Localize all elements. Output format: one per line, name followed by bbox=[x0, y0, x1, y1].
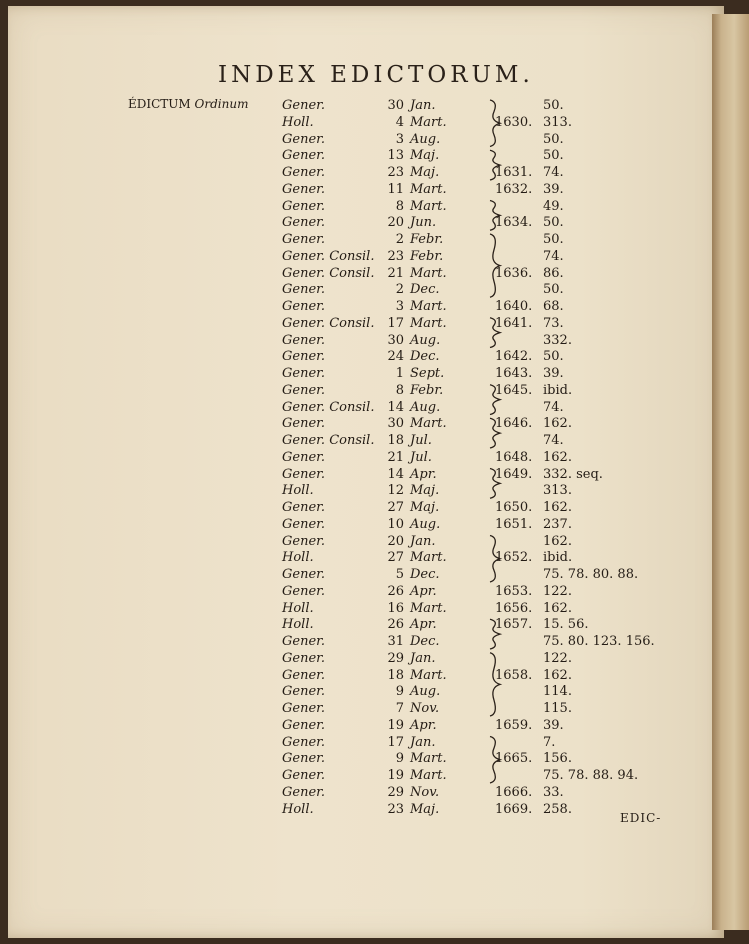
entry-month: Mart. bbox=[410, 416, 447, 432]
entry-page: 68. bbox=[543, 299, 564, 314]
entry-page: 75. 78. 88. 94. bbox=[543, 768, 639, 783]
entry-year: 1669. bbox=[495, 801, 533, 817]
entry-page: 332. seq. bbox=[543, 466, 603, 482]
entry-day: 29 bbox=[387, 650, 404, 666]
entry-year: 1643. bbox=[495, 366, 533, 381]
entry-year: 1645. bbox=[495, 382, 533, 398]
entry-page: 313. bbox=[543, 483, 572, 499]
entry-year: 1640. bbox=[495, 299, 533, 314]
entry-month: Febr. bbox=[410, 248, 444, 264]
entry-author: Gener. bbox=[282, 533, 326, 549]
entry-year: 1642. bbox=[495, 349, 533, 365]
table-row bbox=[8, 366, 724, 383]
entry-day: 30 bbox=[387, 98, 404, 113]
entry-month: Maj. bbox=[410, 165, 440, 180]
entry-author: Holl. bbox=[282, 483, 314, 499]
entry-month: Dec. bbox=[410, 349, 440, 365]
entry-month: Jul. bbox=[410, 433, 432, 448]
table-row bbox=[8, 182, 724, 199]
entry-month: Febr. bbox=[410, 382, 444, 398]
entry-month: Jan. bbox=[410, 98, 436, 113]
entry-page: 237. bbox=[543, 516, 572, 532]
page-title: INDEX EDICTORUM. bbox=[218, 62, 534, 88]
table-row bbox=[8, 601, 724, 618]
entry-author: Gener. bbox=[282, 667, 326, 683]
entry-page: 39. bbox=[543, 717, 564, 733]
table-row bbox=[8, 215, 724, 232]
entry-author: Gener. bbox=[282, 768, 326, 783]
entry-month: Mart. bbox=[410, 751, 447, 767]
table-row bbox=[8, 534, 724, 551]
entry-month: Mart. bbox=[410, 299, 447, 314]
entry-page: 114. bbox=[543, 684, 572, 700]
entry-year: 1646. bbox=[495, 416, 533, 432]
entry-day: 2 bbox=[395, 282, 404, 298]
entry-author: Gener. Consil. bbox=[282, 248, 375, 264]
table-row bbox=[8, 349, 724, 366]
entry-month: Aug. bbox=[410, 131, 441, 147]
table-row bbox=[8, 115, 724, 132]
entry-page: ibid. bbox=[543, 550, 573, 566]
entry-page: 7. bbox=[543, 734, 556, 750]
entry-author: Gener. bbox=[282, 734, 326, 750]
entry-author: Holl. bbox=[282, 114, 314, 130]
entry-author: Gener. Consil. bbox=[282, 265, 375, 281]
table-row bbox=[8, 500, 724, 517]
entry-page: 122. bbox=[543, 583, 572, 599]
entry-author: Gener. bbox=[282, 181, 326, 197]
entry-day: 20 bbox=[387, 533, 404, 549]
entry-month: Mart. bbox=[410, 181, 447, 197]
entry-year: 1657. bbox=[495, 617, 533, 633]
entry-year: 1653. bbox=[495, 583, 533, 599]
table-row bbox=[8, 735, 724, 752]
table-row bbox=[8, 467, 724, 484]
table-row bbox=[8, 768, 724, 785]
entry-day: 14 bbox=[387, 466, 404, 482]
entry-author: Gener. bbox=[282, 382, 326, 398]
entry-day: 27 bbox=[387, 550, 404, 566]
entry-month: Apr. bbox=[410, 466, 437, 482]
entry-page: 332. bbox=[543, 332, 572, 348]
entry-author: Gener. bbox=[282, 634, 326, 649]
entry-page: ibid. bbox=[543, 382, 573, 398]
entry-author: Gener. bbox=[282, 516, 326, 532]
table-row bbox=[8, 450, 724, 467]
entry-author: Gener. Consil. bbox=[282, 433, 375, 448]
entry-day: 23 bbox=[387, 165, 404, 180]
entry-page: 122. bbox=[543, 650, 572, 666]
table-row bbox=[8, 416, 724, 433]
entry-author: Gener. bbox=[282, 684, 326, 700]
entry-author: Gener. Consil. bbox=[282, 315, 375, 331]
entry-page: 86. bbox=[543, 265, 564, 281]
entry-year: 1631. bbox=[495, 165, 533, 180]
entry-month: Nov. bbox=[410, 701, 440, 716]
entry-author: Gener. Consil. bbox=[282, 399, 375, 415]
entry-year: 1651. bbox=[495, 516, 533, 532]
entry-month: Mart. bbox=[410, 768, 447, 783]
entry-page: 50. bbox=[543, 232, 564, 247]
entry-year: 1665. bbox=[495, 751, 533, 767]
entry-month: Jan. bbox=[410, 734, 436, 750]
entry-day: 8 bbox=[395, 382, 404, 398]
lead-edictum: ÉDICTUM bbox=[128, 97, 191, 111]
entry-page: 50. bbox=[543, 215, 564, 231]
entry-day: 7 bbox=[395, 701, 404, 716]
entry-month: Dec. bbox=[410, 567, 440, 582]
entry-author: Gener. bbox=[282, 466, 326, 482]
entry-month: Mart. bbox=[410, 315, 447, 331]
entry-author: Gener. bbox=[282, 500, 326, 515]
entry-year: 1648. bbox=[495, 449, 533, 465]
entry-page: 74. bbox=[543, 399, 564, 415]
entry-day: 12 bbox=[387, 483, 404, 499]
entry-author: Holl. bbox=[282, 617, 314, 633]
entry-page: 162. bbox=[543, 533, 572, 549]
entry-year: 1656. bbox=[495, 600, 533, 616]
entry-page: 33. bbox=[543, 784, 564, 800]
table-row bbox=[8, 701, 724, 718]
table-row bbox=[8, 266, 724, 283]
entry-year: 1658. bbox=[495, 667, 533, 683]
entry-day: 1 bbox=[395, 366, 404, 381]
entry-day: 11 bbox=[387, 181, 404, 197]
entry-page: 15. 56. bbox=[543, 617, 589, 633]
entry-page: 313. bbox=[543, 114, 572, 130]
entry-author: Holl. bbox=[282, 600, 314, 616]
table-row bbox=[8, 567, 724, 584]
entry-author: Gener. bbox=[282, 215, 326, 231]
entry-month: Sept. bbox=[410, 366, 445, 381]
entry-day: 26 bbox=[387, 617, 404, 633]
entry-year: 1641. bbox=[495, 315, 533, 331]
entry-month: Mart. bbox=[410, 600, 447, 616]
catchword: EDIC- bbox=[620, 811, 662, 825]
entry-day: 17 bbox=[387, 315, 404, 331]
entry-page: 73. bbox=[543, 315, 564, 331]
table-row bbox=[8, 517, 724, 534]
entry-day: 23 bbox=[387, 801, 404, 817]
table-row bbox=[8, 199, 724, 216]
table-row bbox=[8, 550, 724, 567]
entry-page: 50. bbox=[543, 349, 564, 365]
entry-author: Gener. bbox=[282, 299, 326, 314]
entry-month: Aug. bbox=[410, 684, 441, 700]
entry-page: 162. bbox=[543, 500, 572, 515]
entry-page: 74. bbox=[543, 248, 564, 264]
table-row bbox=[8, 148, 724, 165]
entry-day: 17 bbox=[387, 734, 404, 750]
entry-page: 162. bbox=[543, 600, 572, 616]
entry-month: Aug. bbox=[410, 399, 441, 415]
entry-year: 1649. bbox=[495, 466, 533, 482]
entry-month: Nov. bbox=[410, 784, 440, 800]
entry-author: Gener. bbox=[282, 701, 326, 716]
entry-author: Gener. bbox=[282, 366, 326, 381]
entry-day: 5 bbox=[395, 567, 404, 582]
table-row bbox=[8, 383, 724, 400]
entry-author: Gener. bbox=[282, 650, 326, 666]
entry-month: Maj. bbox=[410, 148, 440, 164]
entry-author: Gener. bbox=[282, 232, 326, 247]
entry-author: Gener. bbox=[282, 784, 326, 800]
entry-author: Gener. bbox=[282, 98, 326, 113]
entry-page: 50. bbox=[543, 98, 564, 113]
entry-month: Febr. bbox=[410, 232, 444, 247]
table-row bbox=[8, 400, 724, 417]
entry-day: 31 bbox=[387, 634, 404, 649]
entry-page: 162. bbox=[543, 416, 572, 432]
entry-year: 1632. bbox=[495, 181, 533, 197]
entry-day: 13 bbox=[387, 148, 404, 164]
entry-month: Maj. bbox=[410, 500, 440, 515]
entry-author: Gener. bbox=[282, 349, 326, 365]
entry-page: 115. bbox=[543, 701, 572, 716]
entry-day: 26 bbox=[387, 583, 404, 599]
entry-day: 14 bbox=[387, 399, 404, 415]
entry-month: Jul. bbox=[410, 449, 432, 465]
table-row bbox=[8, 617, 724, 634]
table-row bbox=[8, 584, 724, 601]
entry-author: Gener. bbox=[282, 717, 326, 733]
entry-page: 75. 80. 123. 156. bbox=[543, 634, 655, 649]
book-page bbox=[8, 6, 724, 938]
entry-author: Gener. bbox=[282, 282, 326, 298]
entry-month: Dec. bbox=[410, 634, 440, 649]
entry-day: 19 bbox=[387, 717, 404, 733]
table-row bbox=[8, 282, 724, 299]
entry-page: 162. bbox=[543, 449, 572, 465]
entry-month: Jan. bbox=[410, 650, 436, 666]
entry-page: 258. bbox=[543, 801, 572, 817]
entry-month: Mart. bbox=[410, 550, 447, 566]
entry-author: Gener. bbox=[282, 198, 326, 214]
entry-author: Gener. bbox=[282, 416, 326, 432]
entry-author: Gener. bbox=[282, 148, 326, 164]
entry-page: 162. bbox=[543, 667, 572, 683]
entry-author: Gener. bbox=[282, 567, 326, 582]
entry-day: 9 bbox=[395, 751, 404, 767]
table-row bbox=[8, 651, 724, 668]
entry-day: 21 bbox=[387, 265, 404, 281]
entry-day: 23 bbox=[387, 248, 404, 264]
entry-month: Jan. bbox=[410, 533, 436, 549]
entry-day: 21 bbox=[387, 449, 404, 465]
lead-ordinum: Ordinum bbox=[194, 97, 249, 111]
entry-author: Gener. bbox=[282, 583, 326, 599]
table-row bbox=[8, 684, 724, 701]
entry-author: Gener. bbox=[282, 449, 326, 465]
entry-month: Mart. bbox=[410, 114, 447, 130]
page-edge bbox=[712, 14, 749, 930]
entry-day: 18 bbox=[387, 667, 404, 683]
entry-year: 1666. bbox=[495, 784, 533, 800]
entry-author: Gener. bbox=[282, 131, 326, 147]
entry-year: 1652. bbox=[495, 550, 533, 566]
entry-author: Holl. bbox=[282, 550, 314, 566]
entry-page: 39. bbox=[543, 181, 564, 197]
entry-day: 3 bbox=[395, 131, 404, 147]
entry-day: 16 bbox=[387, 600, 404, 616]
entry-page: 50. bbox=[543, 148, 564, 164]
table-row bbox=[8, 132, 724, 149]
entry-year: 1650. bbox=[495, 500, 533, 515]
entry-page: 74. bbox=[543, 165, 564, 180]
entry-page: 74. bbox=[543, 433, 564, 448]
entry-page: 50. bbox=[543, 282, 564, 298]
entry-page: 50. bbox=[543, 131, 564, 147]
entry-month: Mart. bbox=[410, 667, 447, 683]
entry-day: 3 bbox=[395, 299, 404, 314]
table-row bbox=[8, 333, 724, 350]
entry-author: Gener. bbox=[282, 332, 326, 348]
entry-day: 20 bbox=[387, 215, 404, 231]
entry-year: 1636. bbox=[495, 265, 533, 281]
entry-day: 29 bbox=[387, 784, 404, 800]
entry-day: 2 bbox=[395, 232, 404, 247]
entry-day: 30 bbox=[387, 416, 404, 432]
entry-day: 10 bbox=[387, 516, 404, 532]
entry-year: 1659. bbox=[495, 717, 533, 733]
table-row bbox=[8, 249, 724, 266]
table-row bbox=[8, 165, 724, 182]
table-row bbox=[8, 232, 724, 249]
table-row bbox=[8, 299, 724, 316]
entry-author: Gener. bbox=[282, 751, 326, 767]
entry-day: 19 bbox=[387, 768, 404, 783]
entry-day: 8 bbox=[395, 198, 404, 214]
table-row bbox=[8, 785, 724, 802]
table-row bbox=[8, 718, 724, 735]
entry-month: Apr. bbox=[410, 583, 437, 599]
entry-day: 30 bbox=[387, 332, 404, 348]
entry-month: Apr. bbox=[410, 617, 437, 633]
entry-day: 24 bbox=[387, 349, 404, 365]
entry-day: 4 bbox=[395, 114, 404, 130]
entry-day: 18 bbox=[387, 433, 404, 448]
table-row bbox=[8, 483, 724, 500]
table-row bbox=[8, 634, 724, 651]
entry-page: 156. bbox=[543, 751, 572, 767]
entry-day: 27 bbox=[387, 500, 404, 515]
entry-month: Apr. bbox=[410, 717, 437, 733]
entry-month: Maj. bbox=[410, 483, 440, 499]
entry-month: Aug. bbox=[410, 332, 441, 348]
entry-day: 9 bbox=[395, 684, 404, 700]
entry-month: Jun. bbox=[410, 215, 437, 231]
table-row bbox=[8, 433, 724, 450]
entry-month: Aug. bbox=[410, 516, 441, 532]
entry-month: Maj. bbox=[410, 801, 440, 817]
entry-month: Mart. bbox=[410, 198, 447, 214]
entry-year: 1630. bbox=[495, 114, 533, 130]
entry-page: 49. bbox=[543, 198, 564, 214]
entry-author: Gener. bbox=[282, 165, 326, 180]
entry-page: 75. 78. 80. 88. bbox=[543, 567, 639, 582]
table-row bbox=[8, 316, 724, 333]
table-row bbox=[8, 802, 724, 819]
table-row bbox=[8, 668, 724, 685]
entry-author: Holl. bbox=[282, 801, 314, 817]
table-row bbox=[8, 751, 724, 768]
entry-page: 39. bbox=[543, 366, 564, 381]
table-row bbox=[8, 98, 724, 115]
entry-month: Dec. bbox=[410, 282, 440, 298]
entry-month: Mart. bbox=[410, 265, 447, 281]
entry-year: 1634. bbox=[495, 215, 533, 231]
